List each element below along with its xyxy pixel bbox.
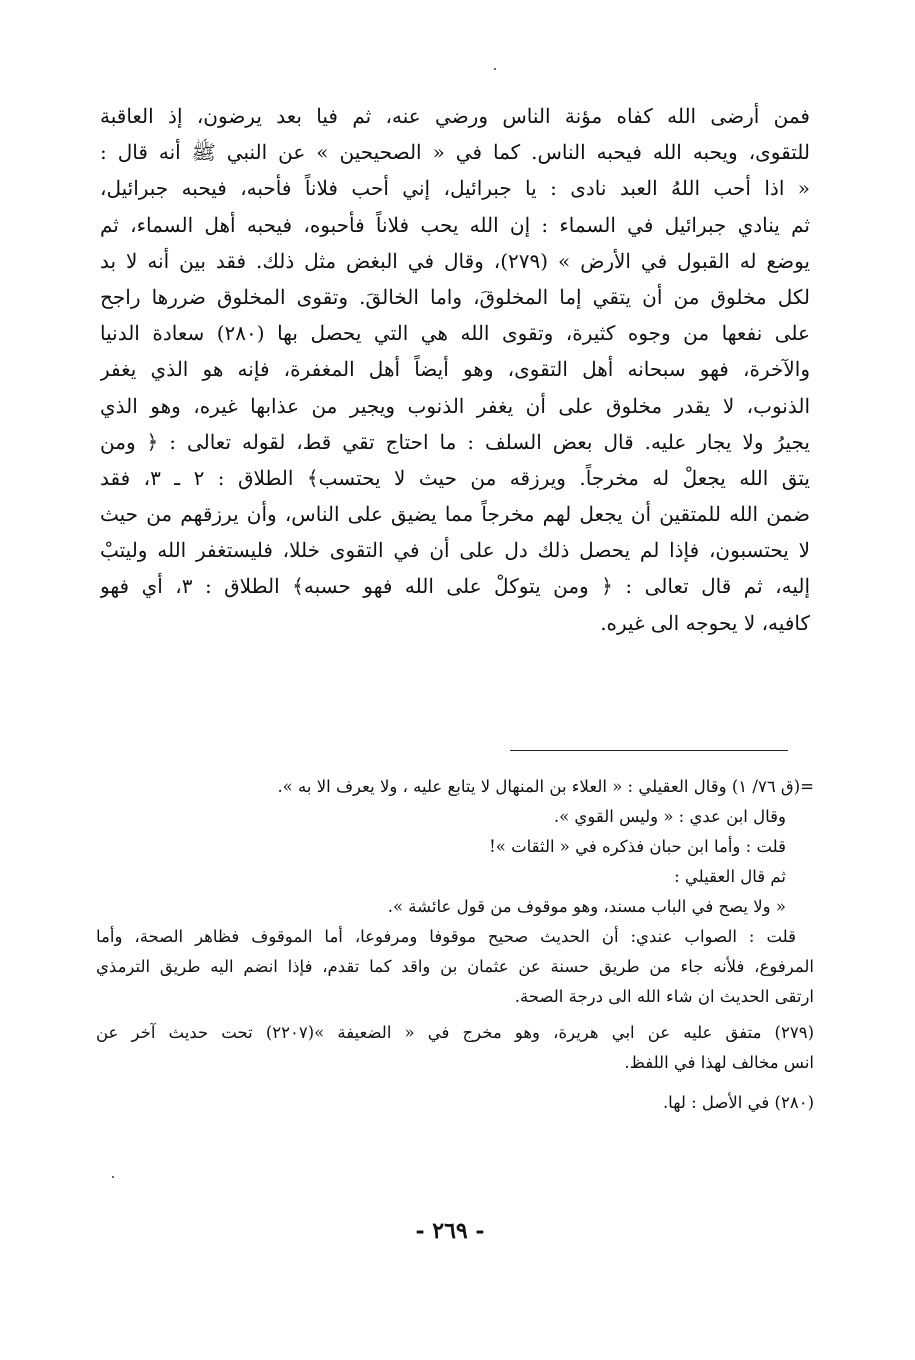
footnote-line: ارتقى الحديث ان شاء الله الى درجة الصحة. <box>514 987 814 1006</box>
text-line: لكل مخلوق من أن يتقي إما المخلوقَ، واما الخالقَ. وتقوى المخلوق ضررها راجح <box>100 284 810 309</box>
footnote-line: =(ق ٧٦/ ١) وقال العقيلي : « العلاء بن المنهال لا يتابع عليه ، ولا يعرف الا به ». <box>277 777 814 796</box>
footnote-separator <box>510 750 788 751</box>
page-number: - ٢٦٩ - <box>415 1218 485 1244</box>
text-line: « اذا أحب اللهُ العبد نادى : يا جبرائيل، إني أحب فلاناً فأحبه، فيحبه جبرائيل، <box>100 176 810 201</box>
text-line: والآخرة، فهو سبحانه أهل التقوى، وهو أيضاً أهل المغفرة، فإنه هو الذي يغفر <box>100 357 810 382</box>
text-line: الذنوب، لا يقدر مخلوق على أن يغفر الذنوب ويجير من عذابها غيره، وهو الذي <box>100 393 810 418</box>
footnote-line: ثم قال العقيلي : <box>674 867 786 886</box>
text-line: للتقوى، ويحبه الله فيحبه الناس. كما في « الصحيحين » عن النبي ﷺ أنه قال : <box>100 140 810 165</box>
text-line: يتق الله يجعلْ له مخرجاً. ويرزقه من حيث لا يحتسب﴾ الطلاق : ٢ ـ ٣، فقد <box>100 465 810 490</box>
footnote-line: المرفوع، فلأنه جاء من طريق حسنة عن عثمان بن واقد كما تقدم، فإذا انضم اليه طريق الترمذي <box>96 957 814 976</box>
footnote-line: قلت : وأما ابن حبان فذكره في « الثقات »! <box>489 837 786 856</box>
text-line: ضمن الله للمتقين أن يجعل لهم مخرجاً مما يضيق على الناس، وأن يرزقهم من حيث <box>100 502 810 527</box>
scan-speck <box>494 68 496 70</box>
text-line: على نفعها من وجوه كثيرة، وتقوى الله هي التي يحصل بها (٢٨٠) سعادة الدنيا <box>100 321 810 346</box>
main-text-block <box>100 98 810 641</box>
footnote-line: انس مخالف لهذا في اللفظ. <box>624 1053 814 1072</box>
text-line: يجيرُ ولا يجار عليه. قال بعض السلف : ما احتاج تقي قط، لقوله تعالى : ﴿ ومن <box>100 429 810 454</box>
text-line: لا يحتسبون، فإذا لم يحصل ذلك دل على أن في التقوى خللا، فليستغفر الله وليتبْ <box>100 538 810 563</box>
footnote-line: قلت : الصواب عندي: أن الحديث صحيح موقوفا ومرفوعا، أما الموقوف فظاهر الصحة، وأما <box>96 927 796 946</box>
footnote-line: (٢٧٩) متفق عليه عن ابي هريرة، وهو مخرج في « الضعيفة »(٢٢٠٧) تحت حديث آخر عن <box>96 1023 814 1042</box>
footnote-line: « ولا يصح في الباب مسند، وهو موقوف من قول عائشة ». <box>387 897 786 916</box>
text-line: يوضع له القبول في الأرض » (٢٧٩)، وقال في البغض مثل ذلك. فقد بين أنه لا بد <box>100 248 810 273</box>
footnote-line: وقال ابن عدي : « وليس القوي ». <box>553 807 786 826</box>
scan-speck <box>112 1176 114 1178</box>
text-line: ثم ينادي جبرائيل في السماء : إن الله يحب فلاناً فأحبوه، فيحبه أهل السماء، ثم <box>100 212 810 237</box>
footnote-line: (٢٨٠) في الأصل : لها. <box>662 1093 814 1112</box>
text-line: إليه، ثم قال تعالى : ﴿ ومن يتوكلْ على الله فهو حسبه﴾ الطلاق : ٣، أي فهو <box>100 574 810 599</box>
text-line: كافيه، لا يحوجه الى غيره. <box>600 610 810 635</box>
text-line: فمن أرضى الله كفاه مؤنة الناس ورضي عنه، ثم فيا بعد يرضون، إذ العاقبة <box>100 104 810 128</box>
footnotes-block <box>96 772 814 1118</box>
